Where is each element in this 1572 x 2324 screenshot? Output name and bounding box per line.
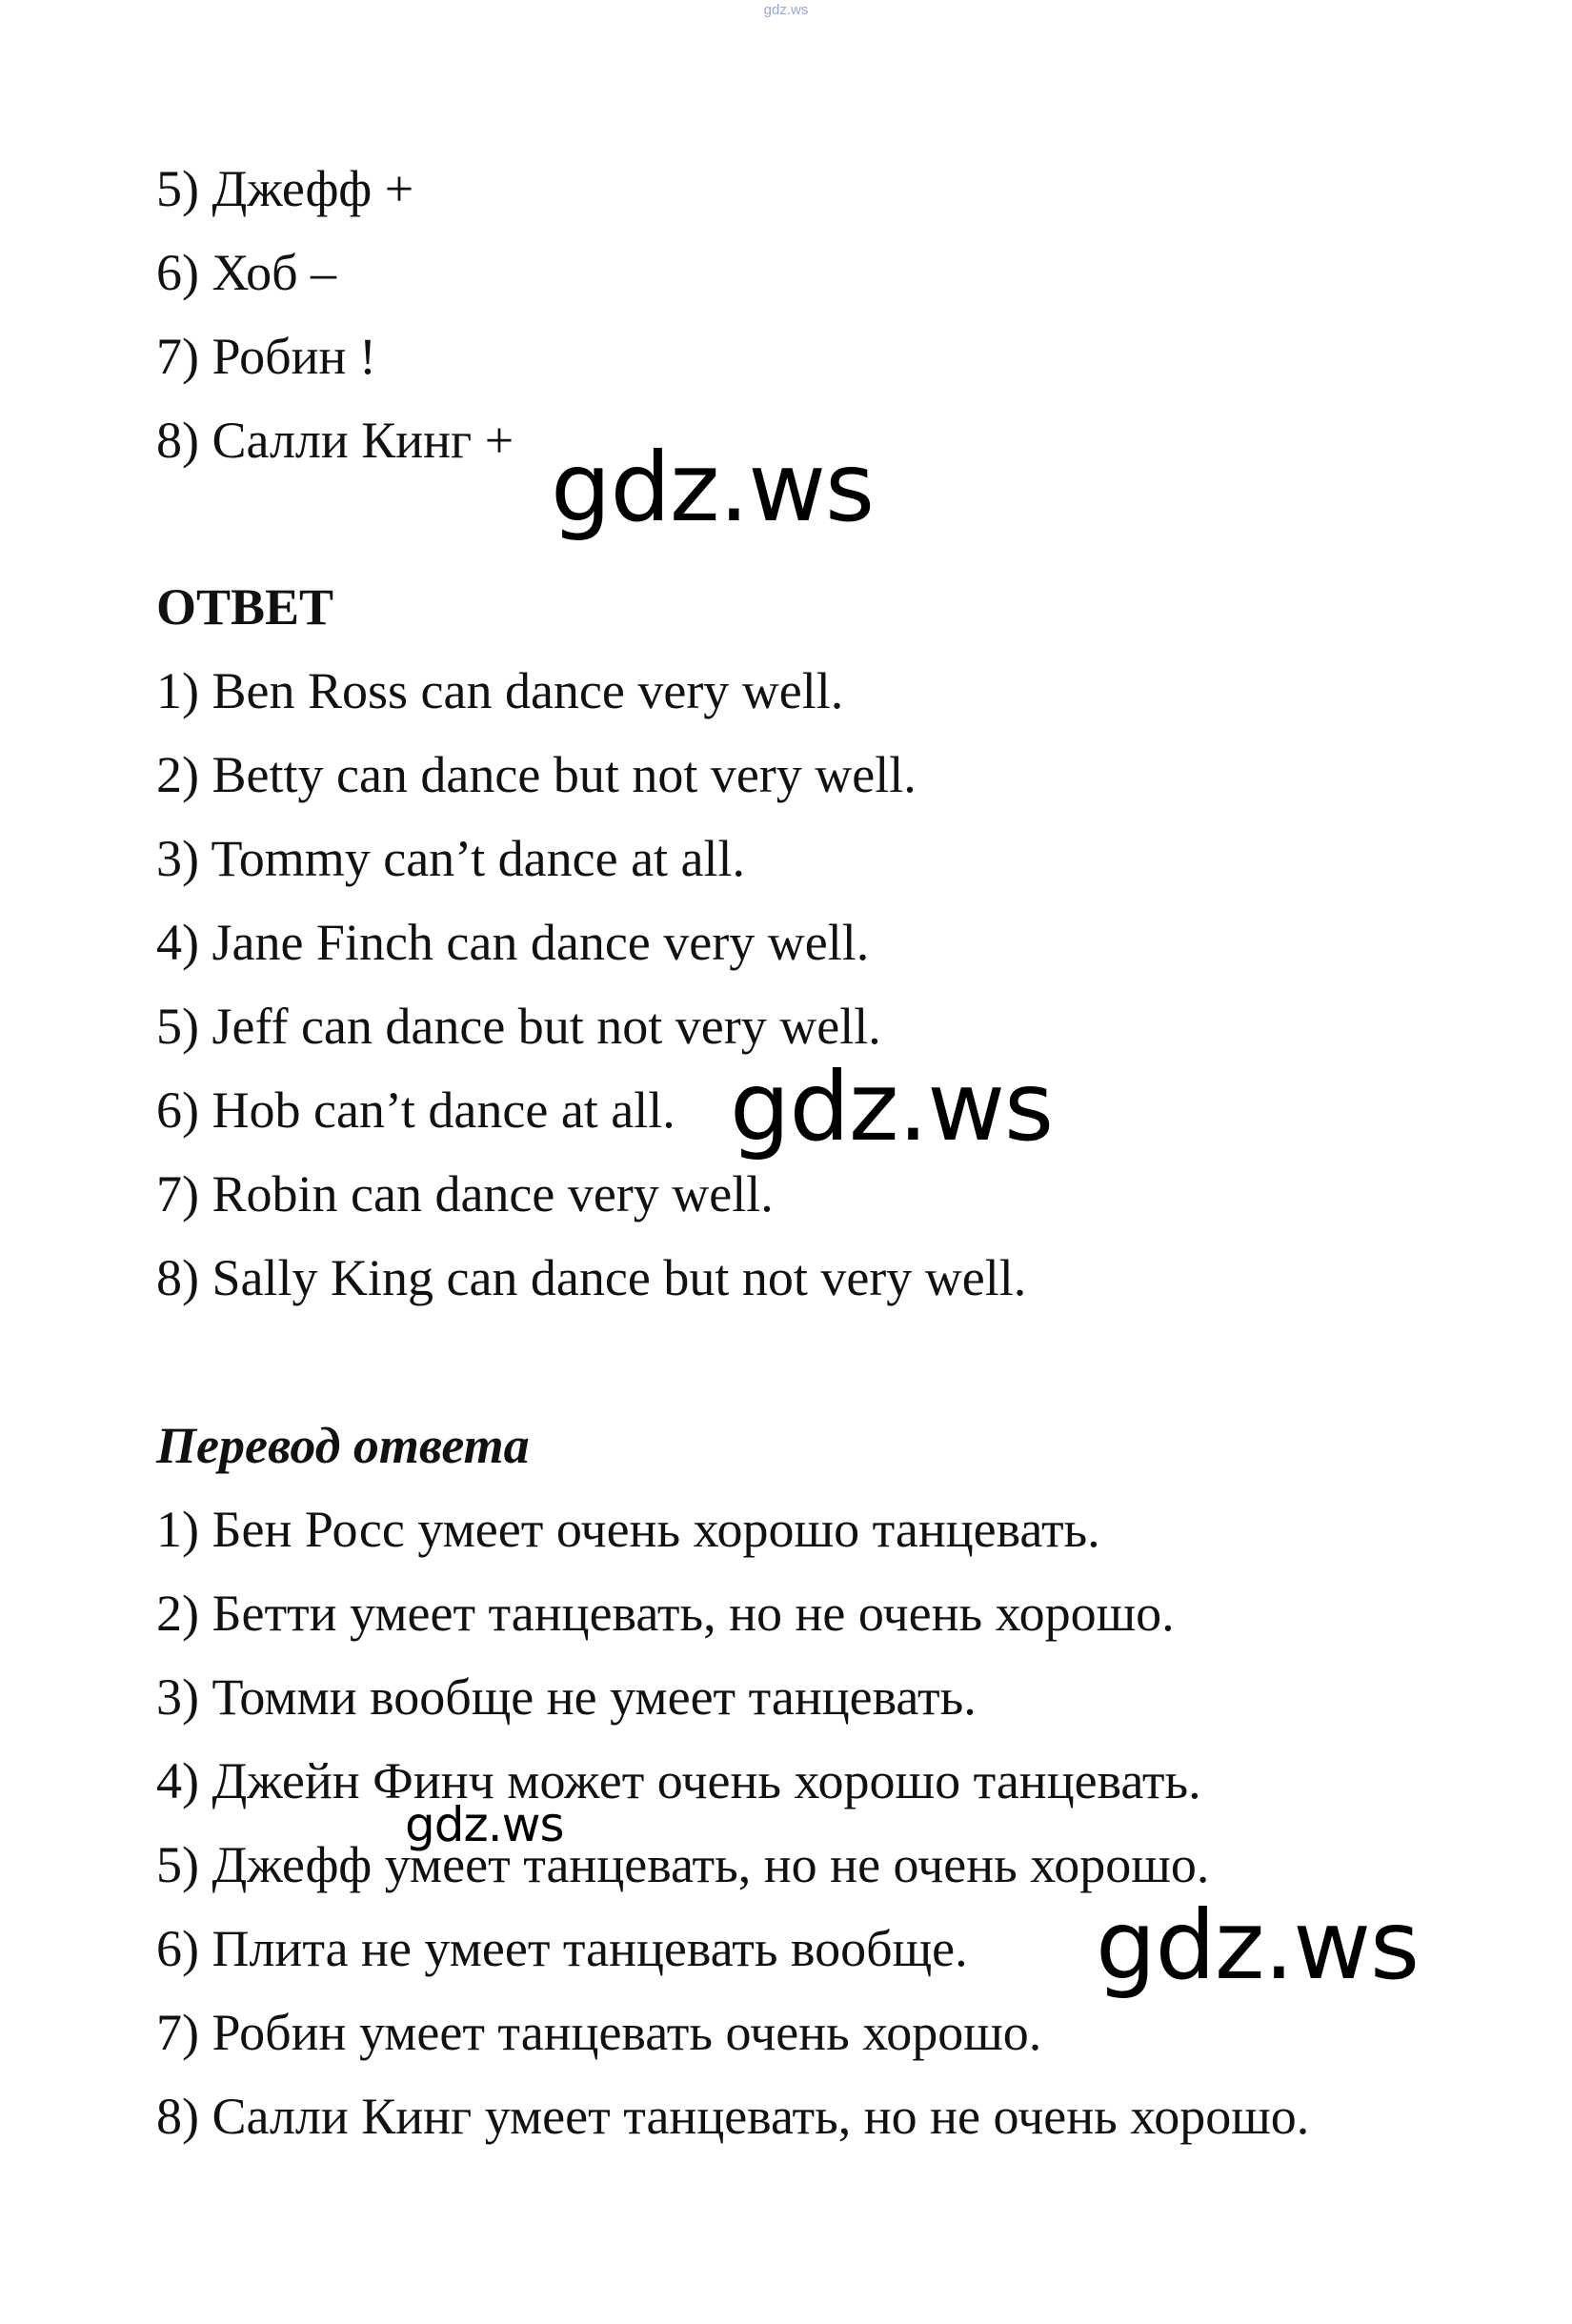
translation-item: 8) Салли Кинг умеет танцевать, но не очень хорошо. bbox=[156, 2088, 1310, 2145]
list-item: 5) Джефф + bbox=[156, 160, 414, 217]
answer-item: 3) Tommy can’t dance at all. bbox=[156, 830, 746, 887]
site-mark: gdz.ws bbox=[763, 2, 809, 18]
answer-item: 2) Betty can dance but not very well. bbox=[156, 746, 917, 803]
answer-item: 5) Jeff can dance but not very well. bbox=[156, 998, 881, 1055]
translation-item: 7) Робин умеет танцевать очень хорошо. bbox=[156, 2004, 1042, 2061]
translation-item: 5) Джефф умеет танцевать, но не очень хорошо. bbox=[156, 1836, 1210, 1893]
translation-item: 2) Бетти умеет танцевать, но не очень хорошо. bbox=[156, 1585, 1175, 1642]
translation-item: 3) Томми вообще не умеет танцевать. bbox=[156, 1668, 977, 1726]
watermark: gdz.ws bbox=[730, 1051, 1054, 1162]
answer-item: 8) Sally King can dance but not very well. bbox=[156, 1249, 1027, 1306]
translation-item: 1) Бен Росс умеет очень хорошо танцевать. bbox=[156, 1501, 1100, 1558]
answer-item: 1) Ben Ross can dance very well. bbox=[156, 662, 844, 719]
list-item: 7) Робин ! bbox=[156, 328, 376, 385]
list-item: 8) Салли Кинг + bbox=[156, 412, 514, 469]
list-item: 6) Хоб – bbox=[156, 244, 337, 301]
answer-item: 4) Jane Finch can dance very well. bbox=[156, 914, 870, 971]
answer-item: 6) Hob can’t dance at all. bbox=[156, 1081, 675, 1139]
translation-heading: Перевод ответа bbox=[156, 1417, 530, 1474]
watermark: gdz.ws bbox=[551, 432, 875, 543]
translation-item: 6) Плита не умеет танцевать вообще. bbox=[156, 1920, 968, 1977]
translation-item: 4) Джейн Финч может очень хорошо танцевать. bbox=[156, 1752, 1201, 1809]
watermark: gdz.ws bbox=[405, 1797, 564, 1852]
answer-heading: ОТВЕТ bbox=[156, 578, 334, 636]
answer-item: 7) Robin can dance very well. bbox=[156, 1165, 774, 1223]
watermark: gdz.ws bbox=[1096, 1890, 1420, 2001]
